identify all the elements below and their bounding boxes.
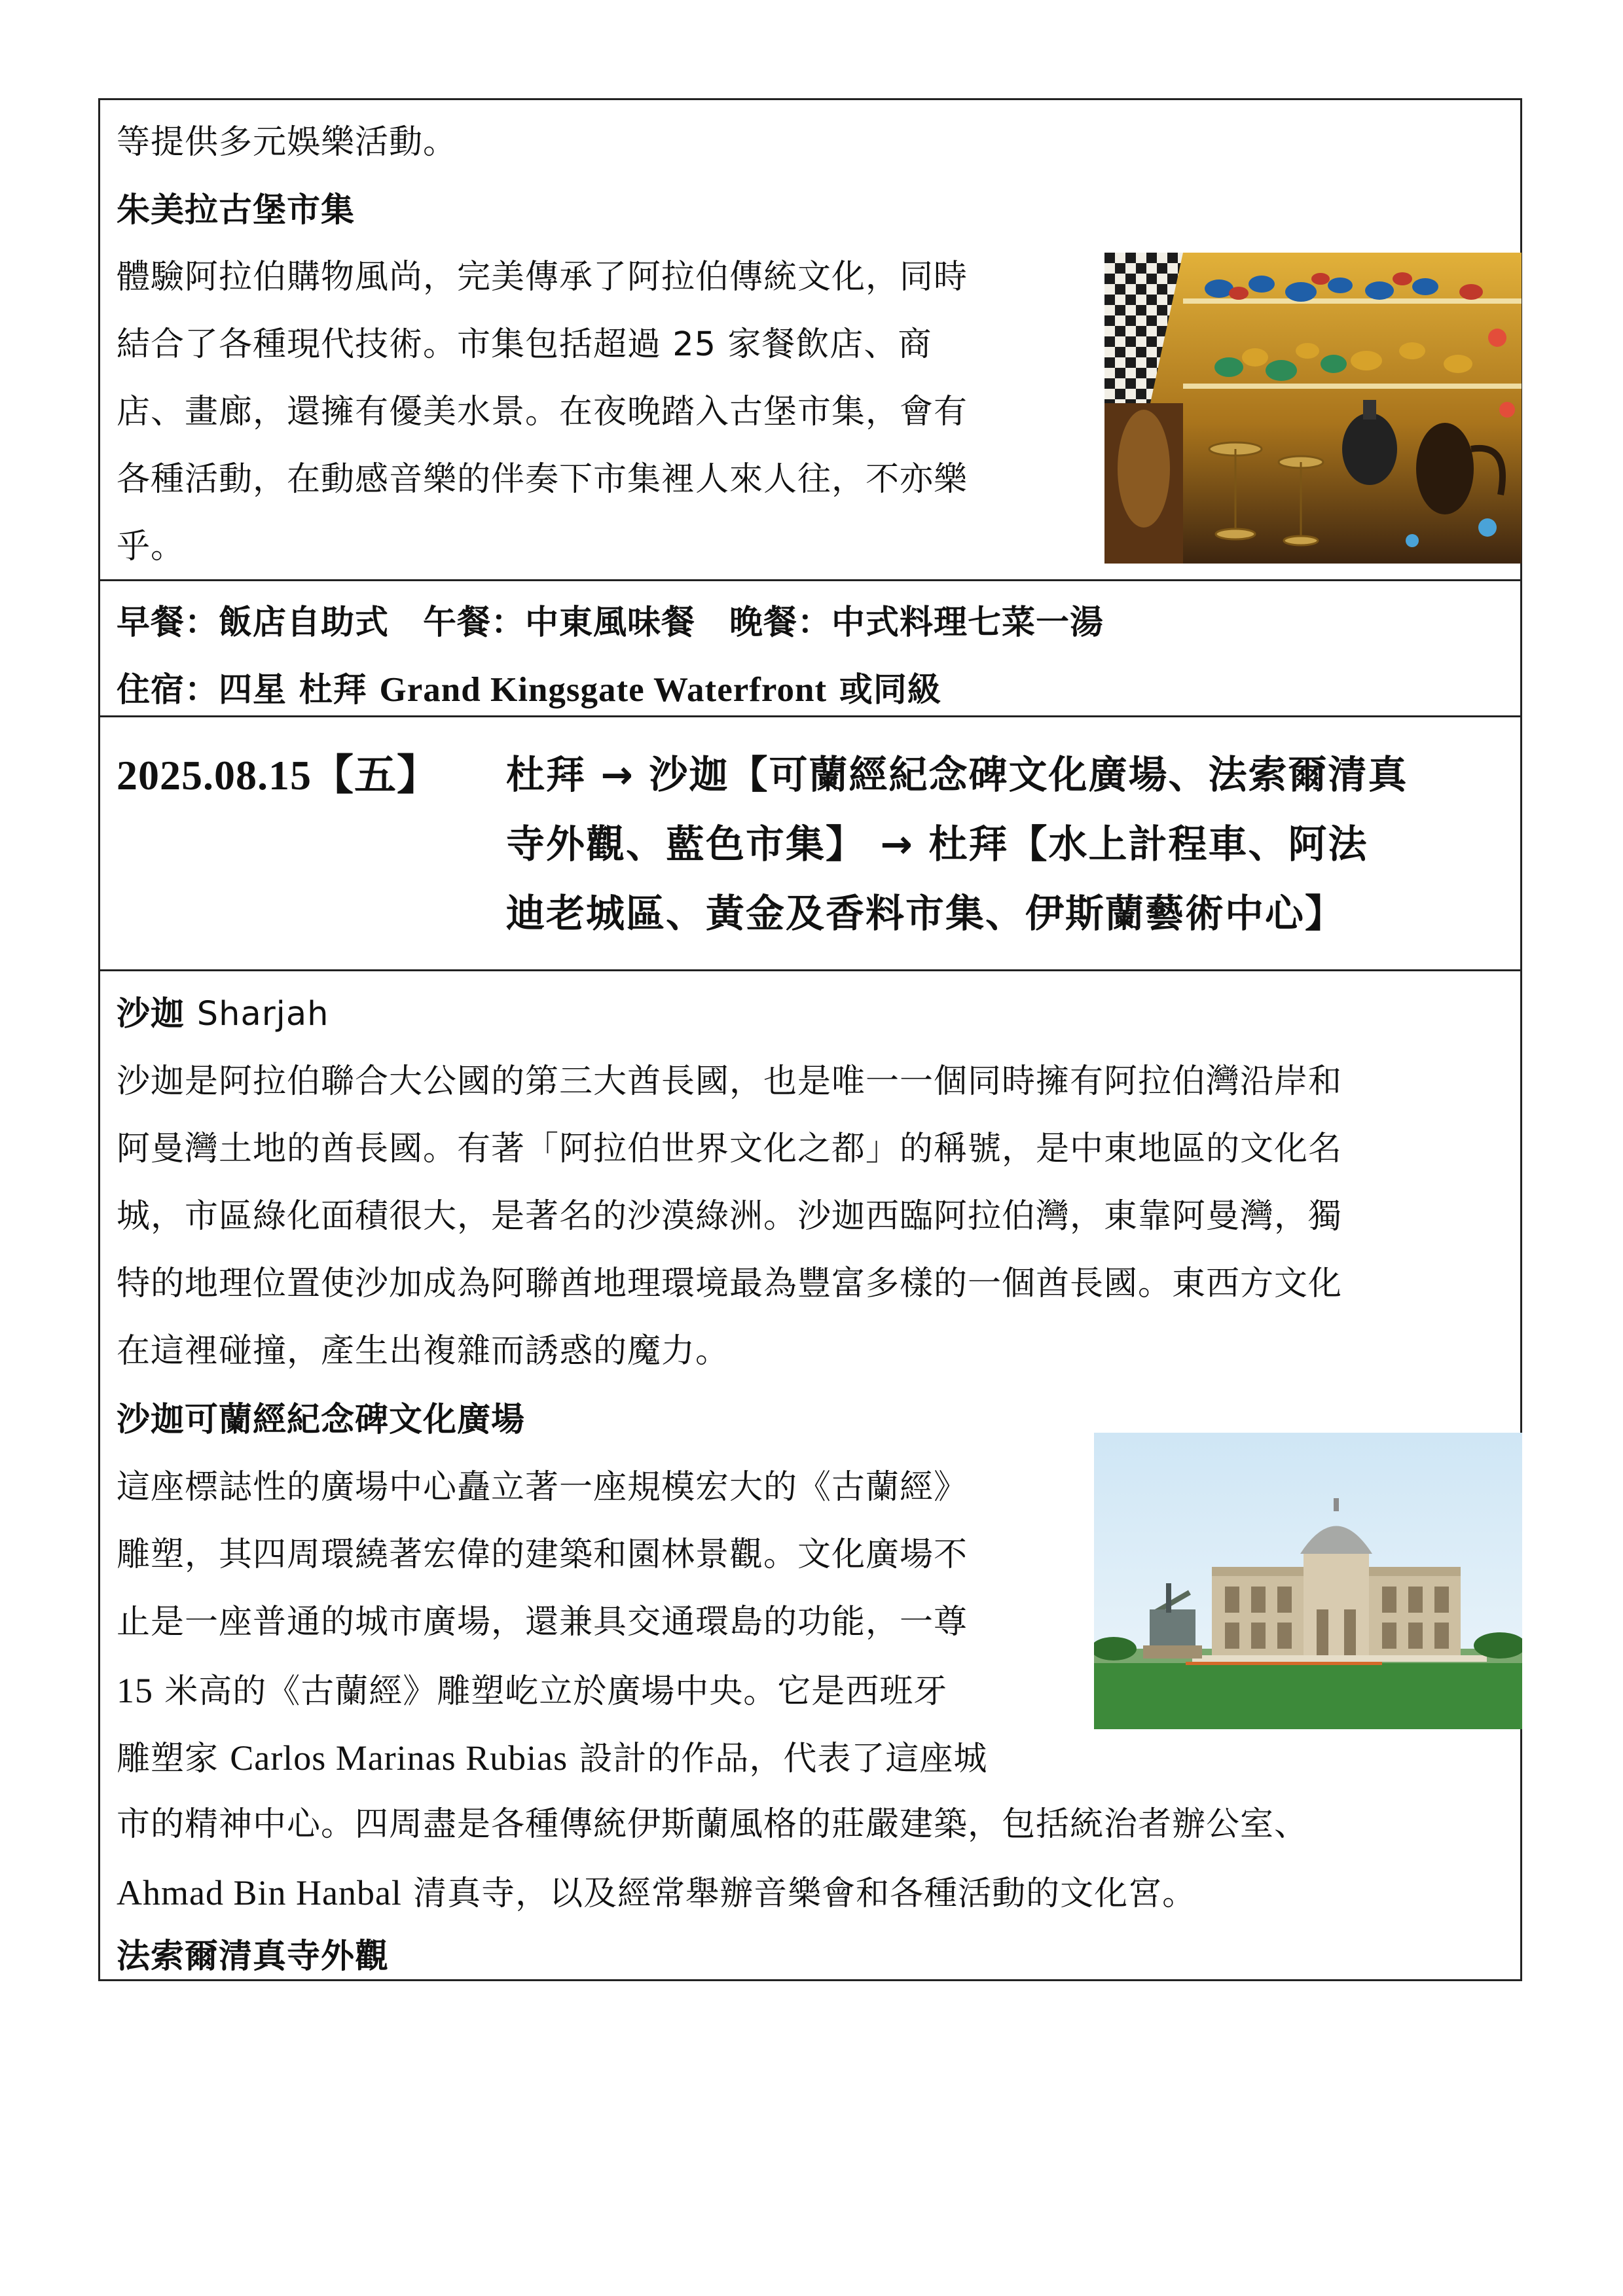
quran-height-number: 15	[117, 1671, 153, 1710]
souk-photo	[1104, 253, 1522, 564]
sharjah-line-5: 在這裡碰撞，產生出複雜而誘惑的魔力。	[117, 1332, 730, 1371]
quran-line-5-pre: 雕塑家	[117, 1740, 230, 1778]
sharjah-line-4: 特的地理位置使沙加成為阿聯酋地理環境最為豐富多樣的一個酋長國。東西方文化	[117, 1265, 1343, 1303]
quran-line-7	[117, 1873, 1197, 1913]
souk-line-2: 結合了各種現代技術。市集包括超過 25 家餐飲店、商	[117, 325, 932, 364]
hotel-name: Grand Kingsgate Waterfront	[379, 671, 828, 709]
souk-line-4: 各種活動，在動感音樂的伴奏下市集裡人來人往，不亦樂	[117, 460, 968, 499]
continued-text: 等提供多元娛樂活動。	[117, 123, 458, 162]
quran-line-5-post: 設計的作品，代表了這座城	[568, 1740, 988, 1778]
sculptor-name: Carlos Marinas Rubias	[230, 1738, 568, 1778]
quran-line-4-text: 米高的《古蘭經》雕塑屹立於廣場中央。它是西班牙	[153, 1672, 948, 1711]
day-header-section	[100, 717, 1520, 969]
souk-line-5: 乎。	[117, 528, 185, 566]
souk-line-1: 體驗阿拉伯購物風尚，完美傳承了阿拉伯傳統文化，同時	[117, 258, 968, 296]
route-line-1: 杜拜 → 沙迦【可蘭經紀念碑文化廣場、法索爾清真	[506, 752, 1408, 797]
sharjah-line-2: 阿曼灣土地的酋長國。有著「阿拉伯世界文化之都」的稱號，是中東地區的文化名	[117, 1130, 1343, 1168]
souk-title: 朱美拉古堡市集	[117, 191, 356, 230]
hotel-suffix: 或同級	[827, 671, 941, 709]
route-line-3: 迪老城區、黃金及香料市集、伊斯蘭藝術中心】	[506, 891, 1345, 936]
sharjah-title-latin: Sharjah	[196, 995, 329, 1033]
souk-line-3: 店、畫廊，還擁有優美水景。在夜晚踏入古堡市集，會有	[117, 393, 968, 431]
quran-line-5	[117, 1740, 987, 1776]
meals-line: 早餐：飯店自助式 午餐：中東風味餐 晚餐：中式料理七菜一湯	[117, 603, 1104, 642]
quran-line-6: 市的精神中心。四周盡是各種傳統伊斯蘭風格的莊嚴建築，包括統治者辦公室、	[117, 1805, 1309, 1844]
quran-line-3: 止是一座普通的城市廣場，還兼具交通環島的功能，一尊	[117, 1603, 968, 1641]
sharjah-line-3: 城，市區綠化面積很大，是著名的沙漠綠洲。沙迦西臨阿拉伯灣，東靠阿曼灣，獨	[117, 1197, 1343, 1236]
sharjah-title	[117, 997, 329, 1031]
day-date: 2025.08.15【五】	[117, 752, 439, 798]
quran-monument-photo	[1094, 1433, 1522, 1729]
quran-line-4	[117, 1671, 948, 1711]
quran-line-7-post: 清真寺，以及經常舉辦音樂會和各種活動的文化宮。	[401, 1874, 1197, 1913]
meals-section	[100, 581, 1520, 715]
quran-title: 沙迦可蘭經紀念碑文化廣場	[117, 1401, 526, 1439]
sharjah-line-1: 沙迦是阿拉伯聯合大公國的第三大酋長國，也是唯一一個同時擁有阿拉伯灣沿岸和	[117, 1062, 1343, 1101]
quran-line-1: 這座標誌性的廣場中心矗立著一座規模宏大的《古蘭經》	[117, 1468, 968, 1507]
route-line-2: 寺外觀、藍色市集】 → 杜拜【水上計程車、阿法	[506, 821, 1368, 867]
itinerary-frame	[98, 98, 1522, 1981]
sharjah-section	[100, 971, 1520, 1979]
mosque-name: Ahmad Bin Hanbal	[117, 1873, 402, 1912]
hotel-line	[117, 673, 941, 708]
hotel-prefix: 住宿：四星 杜拜	[117, 671, 380, 709]
faisal-title: 法索爾清真寺外觀	[117, 1937, 390, 1976]
sharjah-title-cjk: 沙迦	[117, 995, 197, 1033]
souk-section	[100, 100, 1520, 579]
quran-line-2: 雕塑，其四周環繞著宏偉的建築和園林景觀。文化廣場不	[117, 1535, 968, 1574]
